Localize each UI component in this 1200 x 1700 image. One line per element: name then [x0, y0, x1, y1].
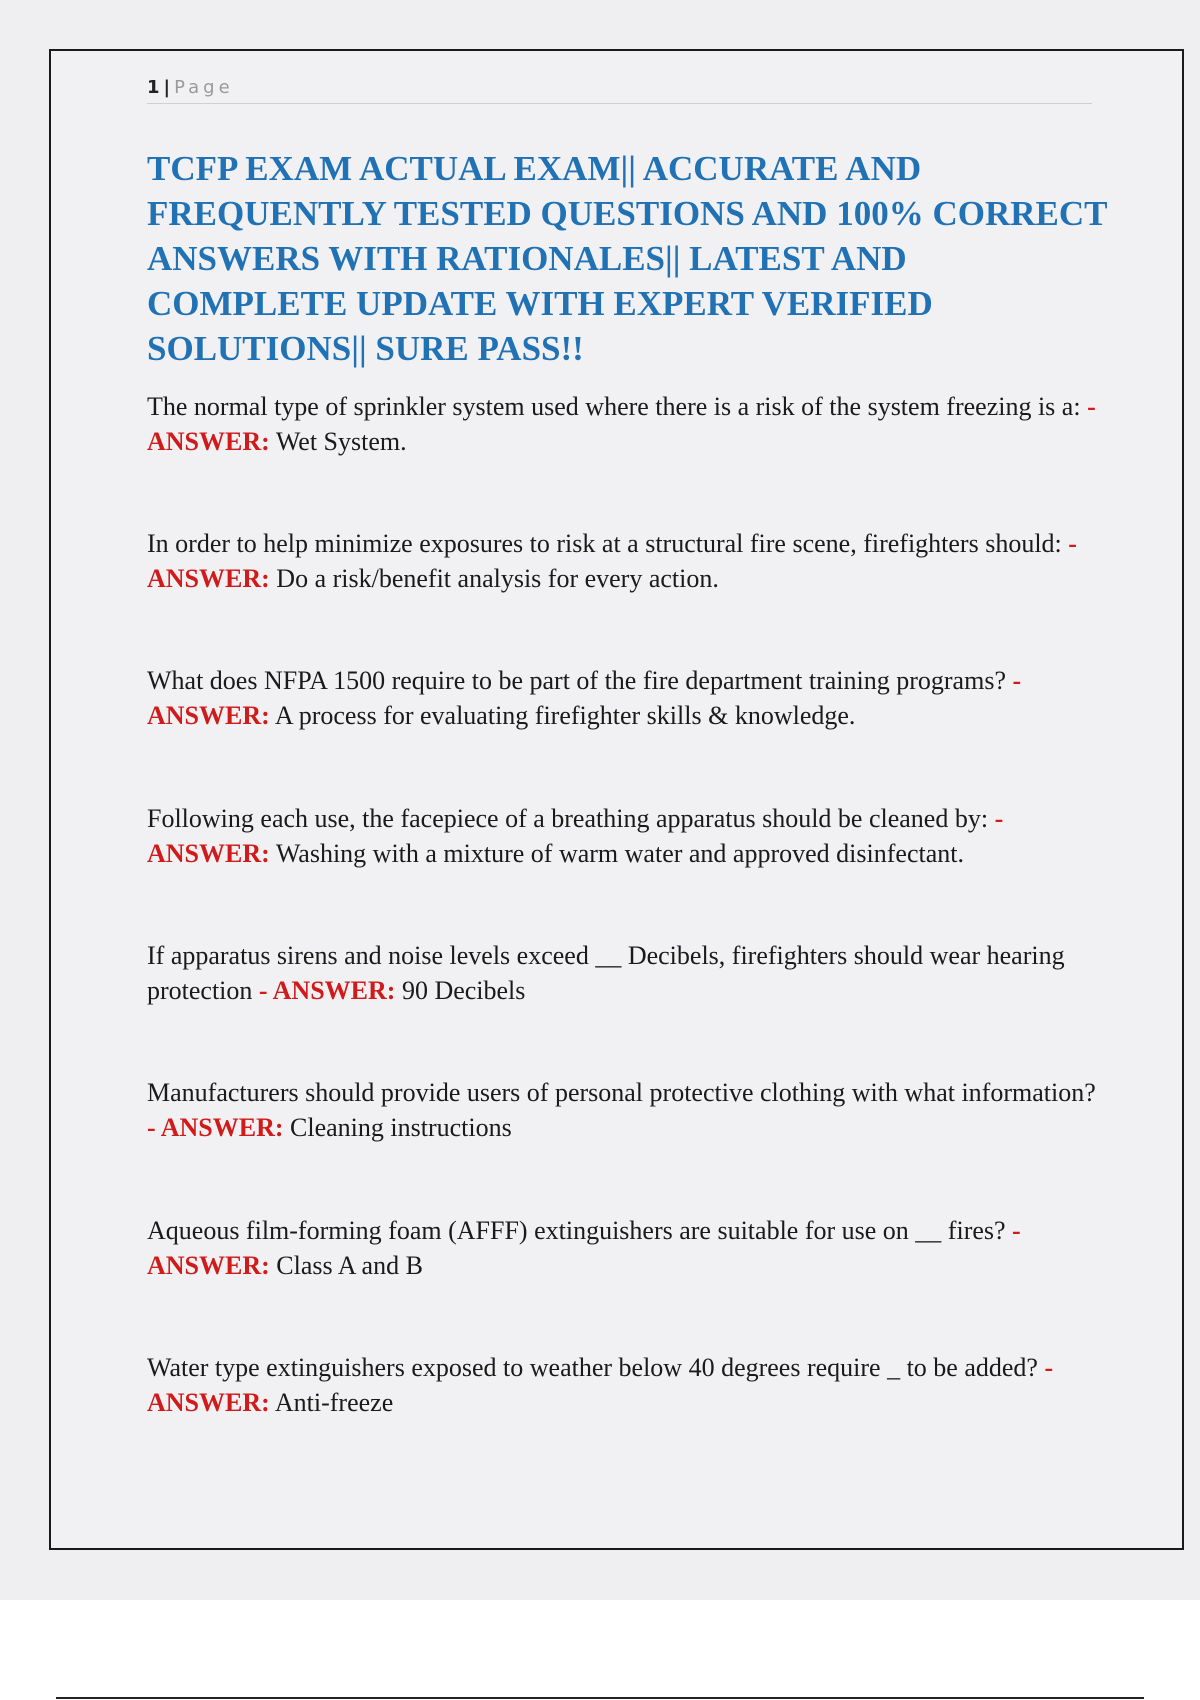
answer-text: Anti-freeze [274, 1388, 394, 1417]
document-title: TCFP EXAM ACTUAL EXAM|| ACCURATE AND FREQUENTLY TESTED QUESTIONS AND 100% CORRECT ANSWERS WITH RATIONALES|| LATEST AND COMPLETE UPDATE WITH EXPERT VERIFIED SOLUTIONS|| SURE PASS!! [147, 149, 1107, 368]
answer-text: Washing with a mixture of warm water and approved disinfectant. [275, 839, 964, 868]
qa-item [147, 801, 1107, 871]
question-text: If apparatus sirens and noise levels exceed __ Decibels, firefighters should wear hearing protection [147, 941, 1065, 1005]
answer-label: - ANSWER: [147, 392, 1096, 456]
qa-item [147, 1213, 1107, 1283]
answer-text: A process for evaluating firefighter skills & knowledge. [274, 701, 856, 730]
answer-label: - ANSWER: [147, 804, 1004, 868]
qa-item [147, 938, 1107, 1008]
question-text: Water type extinguishers exposed to weather below 40 degrees require _ to be added? [147, 1353, 1038, 1382]
answer-text: Wet System. [275, 427, 407, 456]
page-number: 1 [147, 77, 160, 98]
answer-text: 90 Decibels [401, 976, 526, 1005]
answer-label: - ANSWER: [258, 976, 396, 1005]
answer-label: - ANSWER: [147, 1353, 1054, 1417]
qa-item [147, 1075, 1107, 1145]
question-text: Manufacturers should provide users of personal protective clothing with what information? [147, 1078, 1096, 1107]
page-header [147, 73, 1092, 104]
document-page [49, 49, 1184, 1550]
answer-label: - ANSWER: [147, 1216, 1021, 1280]
question-text: Following each use, the facepiece of a breathing apparatus should be cleaned by: [147, 804, 989, 833]
answer-label: - ANSWER: [147, 529, 1077, 593]
qa-item [147, 663, 1107, 733]
question-text: The normal type of sprinkler system used where there is a risk of the system freezing is a: [147, 392, 1081, 421]
qa-item [147, 526, 1107, 596]
answer-text: Class A and B [276, 1251, 423, 1280]
page-separator: | [163, 77, 171, 98]
answer-text: Do a risk/benefit analysis for every action. [276, 564, 719, 593]
page-word: Page [174, 77, 234, 98]
question-text: Aqueous film-forming foam (AFFF) extinguishers are suitable for use on __ fires? [147, 1216, 1006, 1245]
qa-item [147, 1350, 1107, 1420]
question-text: What does NFPA 1500 require to be part of the fire department training programs? [147, 666, 1006, 695]
answer-label: - ANSWER: [147, 666, 1022, 730]
next-page-divider [56, 1697, 1144, 1699]
question-text: In order to help minimize exposures to risk at a structural fire scene, firefighters should: [147, 529, 1062, 558]
qa-item [147, 389, 1107, 459]
answer-label: - ANSWER: [147, 1113, 284, 1142]
answer-text: Cleaning instructions [290, 1113, 512, 1142]
